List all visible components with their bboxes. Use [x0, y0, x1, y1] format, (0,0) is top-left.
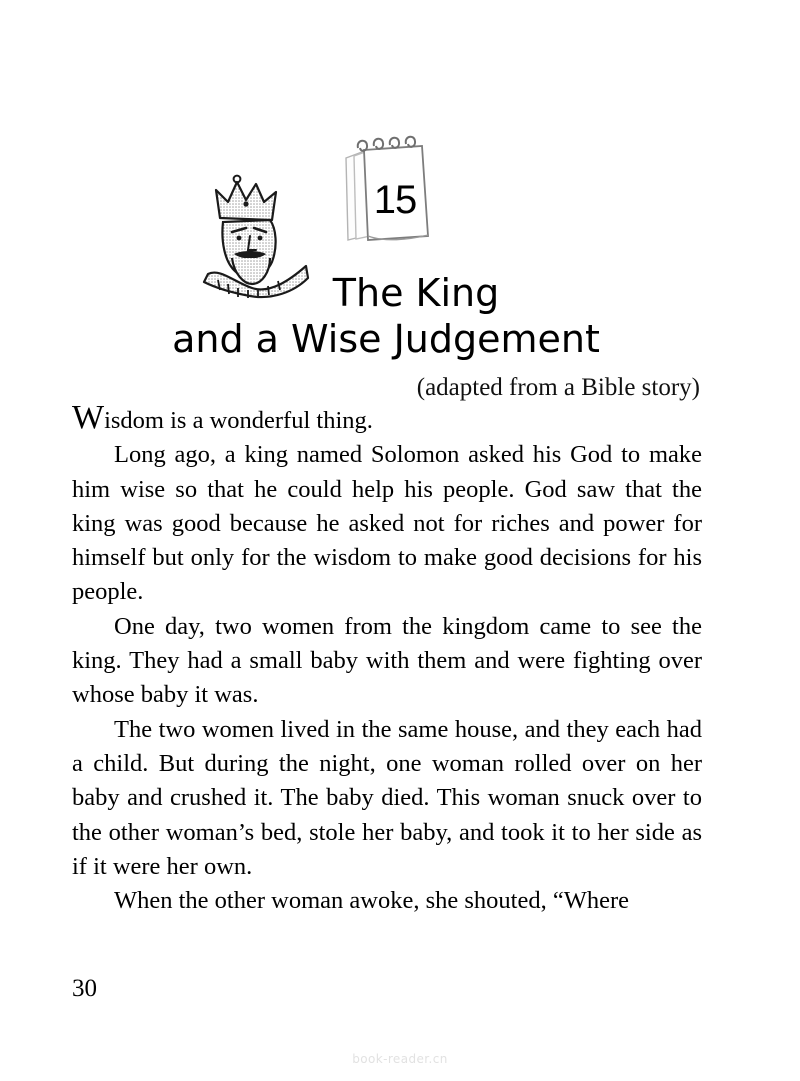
- chapter-title-line-1: The King: [332, 271, 500, 316]
- paragraph-woman-awoke: When the other woman awoke, she shouted, “Where: [114, 887, 629, 915]
- site-watermark: book-reader.cn: [352, 1052, 448, 1066]
- chapter-header: [72, 130, 700, 360]
- page-number: 30: [72, 975, 97, 1002]
- chapter-title-line-2: and a Wise Judgement: [172, 317, 600, 362]
- paragraph-opening-line-text: isdom is a wonderful thing.: [104, 407, 373, 434]
- paragraph-same-house: The two women lived in the same house, and they each had a child. But during the night, one woman rolled over on her baby and crushed it. The baby died. This woman snuck over to the other woman’s bed, stole her baby, and took it to her side as if it were her own.: [72, 715, 702, 880]
- paragraph-solomon-wisdom: Long ago, a king named Solomon asked his God to make him wise so that he could help his people. God saw that the king was good because he asked not for riches and power for himself but only for the wisdom to make good decisions for his people.: [72, 441, 702, 606]
- paragraph-two-women-arrive: One day, two women from the kingdom came to see the king. They had a small baby with them and were fighting over whose baby it was.: [72, 612, 702, 709]
- drop-cap-initial: W: [72, 399, 105, 436]
- attribution-note: (adapted from a Bible story): [416, 374, 700, 401]
- story-body: [72, 399, 702, 918]
- calendar-illustration: [328, 132, 446, 252]
- chapter-number: 15: [373, 177, 417, 222]
- chapter-title: [72, 270, 700, 362]
- paragraph-opening-line: [72, 399, 702, 438]
